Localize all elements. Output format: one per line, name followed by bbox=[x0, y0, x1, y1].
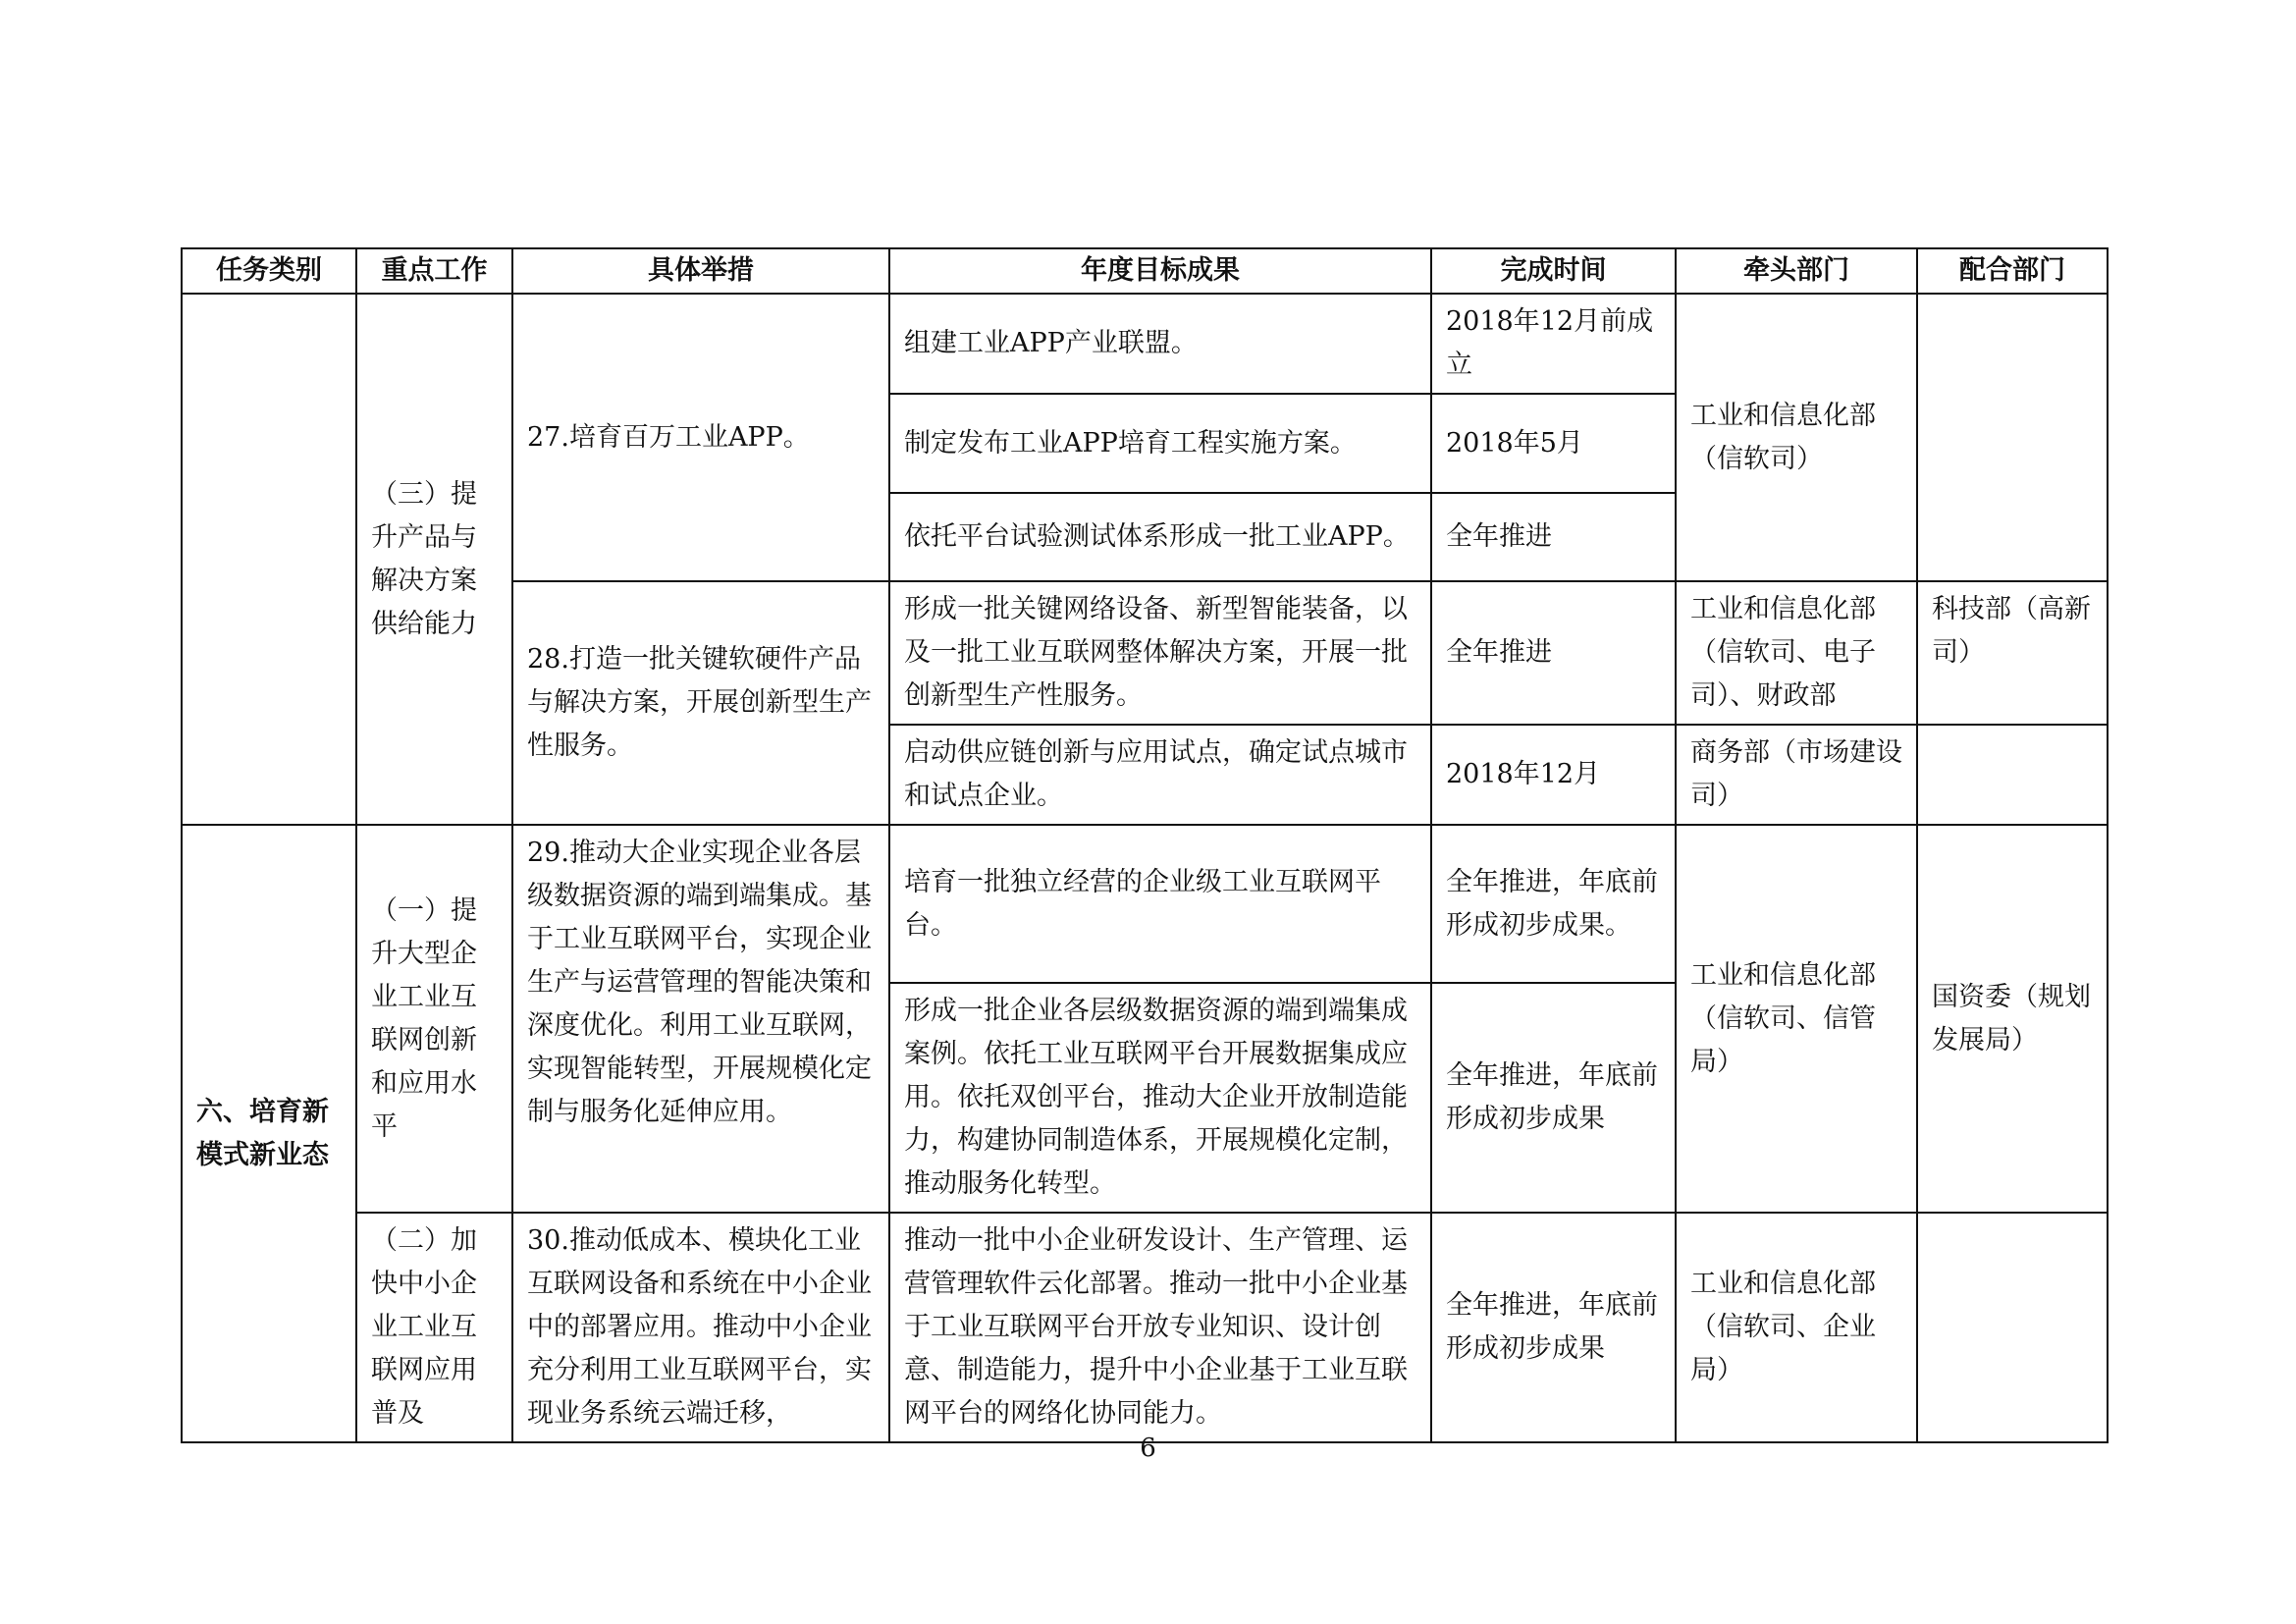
time-cell: 全年推进 bbox=[1431, 581, 1676, 725]
goal-cell: 形成一批关键网络设备、新型智能装备，以及一批工业互联网整体解决方案，开展一批创新型生产性服务。 bbox=[889, 581, 1431, 725]
time-cell: 全年推进，年底前形成初步成果。 bbox=[1431, 825, 1676, 983]
cooperating-department-cell: 科技部（高新司） bbox=[1917, 581, 2108, 725]
measure-cell: 29.推动大企业实现企业各层级数据资源的端到端集成。基于工业互联网平台，实现企业生产与运营管理的智能决策和深度优化。利用工业互联网，实现智能转型，开展规模化定制与服务化延伸应用。 bbox=[512, 825, 889, 1213]
task-category-cell-a bbox=[182, 294, 356, 825]
cooperating-department-cell bbox=[1917, 294, 2108, 581]
goal-cell: 启动供应链创新与应用试点，确定试点城市和试点企业。 bbox=[889, 725, 1431, 825]
header-annual-goals: 年度目标成果 bbox=[889, 248, 1431, 294]
goal-cell: 形成一批企业各层级数据资源的端到端集成案例。依托工业互联网平台开展数据集成应用。依托双创平台，推动大企业开放制造能力，构建协同制造体系，开展规模化定制，推动服务化转型。 bbox=[889, 983, 1431, 1213]
header-measures: 具体举措 bbox=[512, 248, 889, 294]
goal-cell: 推动一批中小企业研发设计、生产管理、运营管理软件云化部署。推动一批中小企业基于工业互联网平台开放专业知识、设计创意、制造能力，提升中小企业基于工业互联网平台的网络化协同能力。 bbox=[889, 1213, 1431, 1442]
time-cell: 2018年12月前成立 bbox=[1431, 294, 1676, 394]
measure-cell: 30.推动低成本、模块化工业互联网设备和系统在中小企业中的部署应用。推动中小企业充分利用工业互联网平台，实现业务系统云端迁移， bbox=[512, 1213, 889, 1442]
time-cell: 全年推进，年底前形成初步成果 bbox=[1431, 1213, 1676, 1442]
key-work-cell: （二）加快中小企业工业互联网应用普及 bbox=[356, 1213, 512, 1442]
header-cooperating-department: 配合部门 bbox=[1917, 248, 2108, 294]
time-cell: 2018年5月 bbox=[1431, 394, 1676, 493]
table-row bbox=[182, 1213, 2108, 1442]
header-lead-department: 牵头部门 bbox=[1676, 248, 1917, 294]
cooperating-department-cell bbox=[1917, 725, 2108, 825]
lead-department-cell: 工业和信息化部（信软司、信管局） bbox=[1676, 825, 1917, 1213]
goal-cell: 组建工业APP产业联盟。 bbox=[889, 294, 1431, 394]
key-work-cell: （一）提升大型企业工业互联网创新和应用水平 bbox=[356, 825, 512, 1213]
goal-cell: 制定发布工业APP培育工程实施方案。 bbox=[889, 394, 1431, 493]
task-table-container bbox=[181, 247, 2107, 1443]
time-cell: 全年推进 bbox=[1431, 493, 1676, 581]
task-category-cell: 六、培育新模式新业态 bbox=[182, 825, 356, 1442]
key-work-cell: （三）提升产品与解决方案供给能力 bbox=[356, 294, 512, 825]
measure-cell: 27.培育百万工业APP。 bbox=[512, 294, 889, 581]
lead-department-cell: 工业和信息化部（信软司） bbox=[1676, 294, 1917, 581]
page-number: 6 bbox=[1140, 1434, 1156, 1463]
time-cell: 全年推进，年底前形成初步成果 bbox=[1431, 983, 1676, 1213]
table-header-row bbox=[182, 248, 2108, 294]
goal-cell: 依托平台试验测试体系形成一批工业APP。 bbox=[889, 493, 1431, 581]
measure-cell: 28.打造一批关键软硬件产品与解决方案，开展创新型生产性服务。 bbox=[512, 581, 889, 825]
goal-cell: 培育一批独立经营的企业级工业互联网平台。 bbox=[889, 825, 1431, 983]
lead-department-cell: 商务部（市场建设司） bbox=[1676, 725, 1917, 825]
header-key-work: 重点工作 bbox=[356, 248, 512, 294]
table-row bbox=[182, 825, 2108, 983]
time-cell: 2018年12月 bbox=[1431, 725, 1676, 825]
header-task-category: 任务类别 bbox=[182, 248, 356, 294]
cooperating-department-cell bbox=[1917, 1213, 2108, 1442]
header-completion-time: 完成时间 bbox=[1431, 248, 1676, 294]
task-table bbox=[181, 247, 2109, 1443]
table-row bbox=[182, 294, 2108, 394]
lead-department-cell: 工业和信息化部（信软司、电子司）、财政部 bbox=[1676, 581, 1917, 725]
cooperating-department-cell: 国资委（规划发展局） bbox=[1917, 825, 2108, 1213]
lead-department-cell: 工业和信息化部（信软司、企业局） bbox=[1676, 1213, 1917, 1442]
